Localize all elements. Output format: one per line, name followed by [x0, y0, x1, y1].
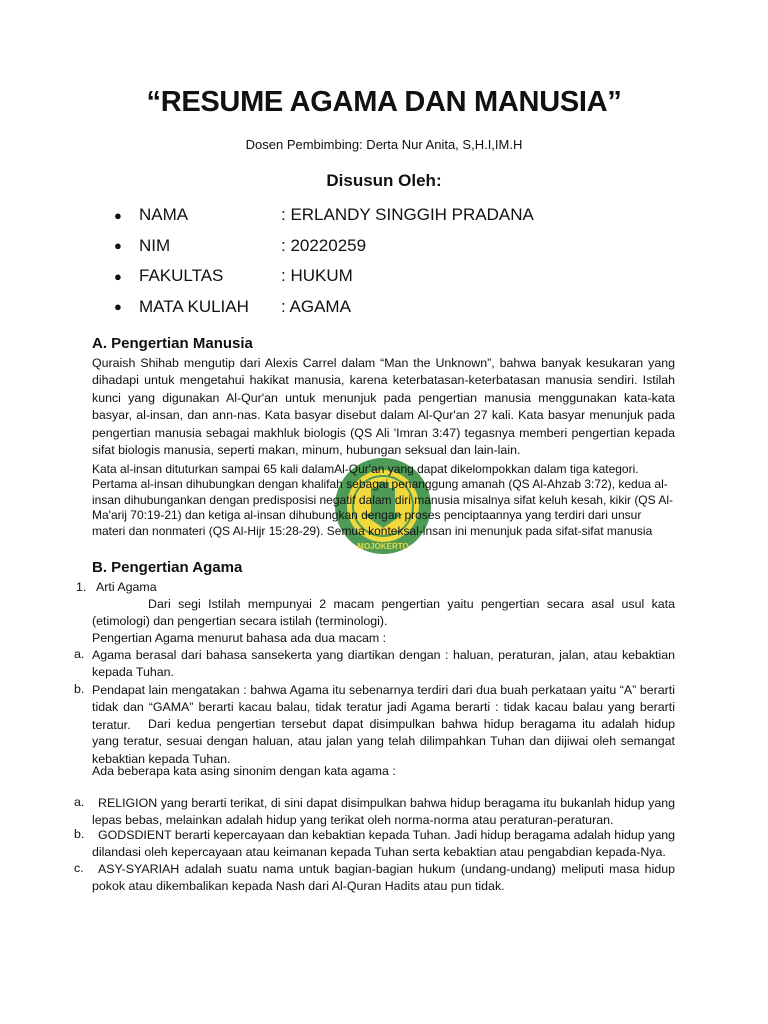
author-info-list: [114, 200, 674, 322]
list-number: 1.: [76, 580, 87, 594]
info-label: FAKULTAS: [139, 266, 224, 286]
info-label: NIM: [139, 235, 171, 255]
section-b-paragraph-2: Pengertian Agama menurut bahasa ada dua macam :: [92, 631, 387, 645]
info-value: : ERLANDY SINGGIH PRADANA: [281, 205, 534, 225]
section-b-paragraph-3: Dari kedua pengertian tersebut dapat disimpulkan bahwa hidup beragama itu adalah hidup yang teratur, sesuai dengan haluan, atau jalan yang telah dilimpahkan Tuhan dan dijiwai oleh semangat kebaktian kepada Tuhan.: [92, 717, 675, 766]
synonym-item-religion: RELIGION yang berarti terikat, di sini dapat disimpulkan bahwa hidup beragama itu bukanlah hidup yang lepas bebas, melainkan adalah hidup yang terikat oleh norma-norma atau peraturan-peraturan.: [92, 796, 675, 828]
bullet-icon: ●: [114, 268, 122, 284]
list-marker: a.: [74, 647, 85, 661]
info-row-nama: [114, 200, 674, 231]
section-b-paragraph-1: Dari segi Istilah mempunyai 2 macam pengertian yaitu pengertian secara asal usul kata (etimologi) dan pengertian secara istilah (terminologi).: [92, 597, 675, 629]
list-marker: c.: [74, 861, 84, 875]
section-b-item-b: Pendapat lain mengatakan : bahwa Agama itu sebenarnya terdiri dari dua buah perkataan yaitu “A” berarti tidak dan “GAMA” berarti kacau balau, tidak teratur jadi Agama berarti : tidak kacau balau yang berarti teratur.: [92, 683, 675, 732]
section-a-heading: A. Pengertian Manusia: [92, 335, 253, 352]
info-label: NAMA: [139, 205, 189, 225]
info-row-mata-kuliah: [114, 292, 674, 323]
bullet-icon: ●: [114, 207, 122, 223]
info-value: : 20220259: [281, 235, 367, 255]
info-row-nim: [114, 231, 674, 262]
info-value: : AGAMA: [281, 296, 351, 316]
list-marker: a.: [74, 795, 85, 809]
section-a-paragraph-1: Quraish Shihab mengutip dari Alexis Carrel dalam “Man the Unknown”, bahwa banyak kesukaran yang dihadapi untuk mengetahui hakikat manusia, karena keterbatasan-keterbatasan manusia sendiri. Istilah kunci yang digunakan Al-Qur'an untuk menunjuk pada pengertian manusia menggunakan kata-kata basyar, al-insan, dan ann-nas. Kata basyar disebut dalam Al-Qur'an 27 kali. Kata basyar menunjuk pada pengertian manusia sebagai makhluk biologis (QS Ali 'Imran 3:47) tegasnya memberi pengertian kepada sifat biologis manusia, seperti makan, minum, hubungan seksual dan lain-lain.: [92, 356, 675, 458]
info-label: MATA KULIAH: [139, 296, 249, 316]
synonym-item-asy-syariah: ASY-SYARIAH adalah suatu nama untuk bagian-bagian hukum (undang-undang) meliputi masa hidup pokok atau dikembalikan kepada Nash dari Al-Quran Hadits atau pun tidak.: [92, 862, 675, 894]
bullet-icon: ●: [114, 238, 122, 254]
bullet-icon: ●: [114, 299, 122, 315]
disusun-oleh-heading: Disusun Oleh:: [326, 171, 442, 190]
section-b-heading: B. Pengertian Agama: [92, 559, 243, 576]
info-value: : HUKUM: [281, 266, 353, 286]
arti-agama-label: Arti Agama: [96, 580, 157, 594]
section-a-paragraph-2: Kata al-insan dituturkan sampai 65 kali dalamAl-Qur'an yang dapat dikelompokkan dalam tiga kategori. Pertama al-insan dihubungkan dengan khalifah sebagai penanggung amanah (QS Al-Ahzab 3:72), kedua al-insan dihubungankan dengan predisposisi negatif dalam diri manusia misalnya sifat keluh kesah, kikir (QS Al-Ma'arij 70:19-21) dan ketiga al-insan dihubungkan dengan proses penciptaannya yang terdiri dari unsur materi dan nonmateri (QS Al-Hijr 15:28-29). Semua konteksal-insan ini menunjuk pada sifat-sifat manusia: [92, 462, 673, 538]
document-title: “RESUME AGAMA DAN MANUSIA”: [146, 86, 622, 118]
section-b-item-a: Agama berasal dari bahasa sansekerta yang diartikan dengan : haluan, peraturan, jalan, atau kebaktian kepada Tuhan.: [92, 648, 675, 680]
section-b-paragraph-4: Ada beberapa kata asing sinonim dengan kata agama :: [92, 764, 396, 778]
synonym-item-godsdient: GODSDIENT berarti kepercayaan dan kebaktian kepada Tuhan. Jadi hidup beragama adalah hidup yang dilandasi oleh kepercayaan atau keimanan kepada Tuhan serta kebaktian atau pengabdian kepada-Nya.: [92, 828, 675, 860]
list-marker: b.: [74, 827, 85, 841]
svg-text:MOJOKERTO: MOJOKERTO: [357, 542, 409, 551]
dosen-pembimbing: Dosen Pembimbing: Derta Nur Anita, S,H.I,IM.H: [245, 137, 523, 152]
info-row-fakultas: [114, 261, 674, 292]
list-marker: b.: [74, 682, 85, 696]
